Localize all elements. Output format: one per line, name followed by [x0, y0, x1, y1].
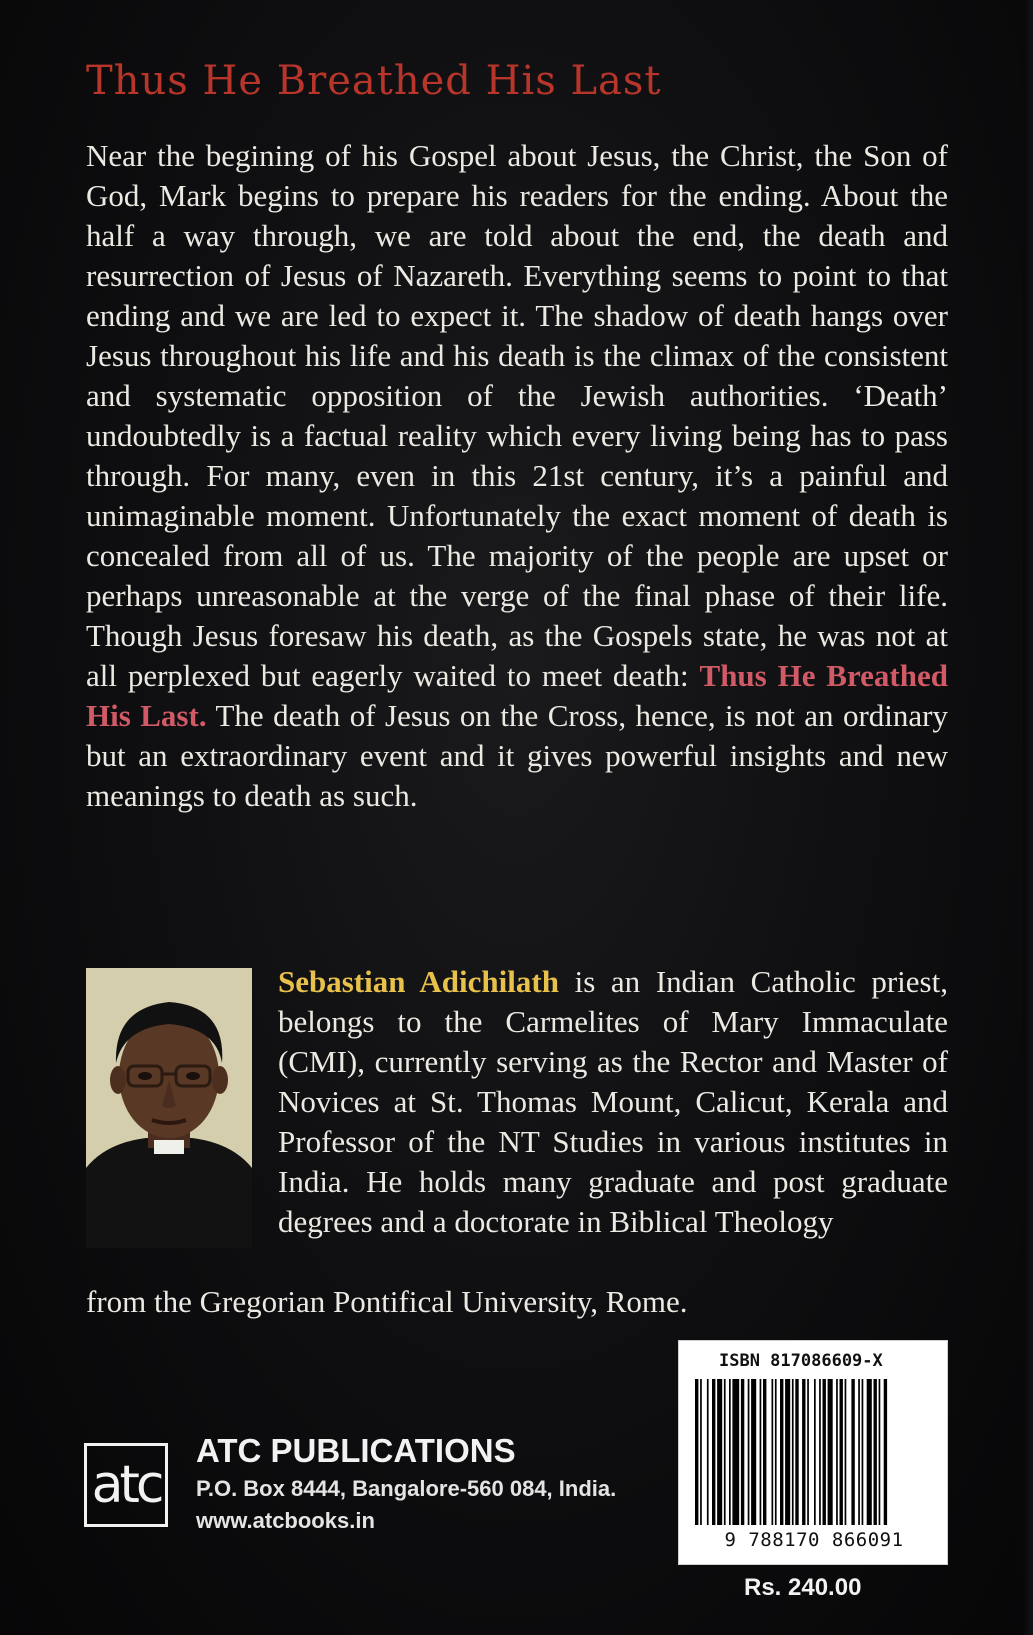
- publisher-logo: [84, 1443, 168, 1527]
- author-bio-last-line: from the Gregorian Pontifical University, Rome.: [86, 1284, 688, 1319]
- publisher-logo-text: atc: [91, 1455, 161, 1515]
- author-portrait-image: [86, 968, 252, 1248]
- author-bio-text: is an Indian Catholic priest, belongs to the Carmelites of Mary Immaculate (CMI), currently serving as the Rector and Master of Novices at St. Thomas Mount, Calicut, Kerala and Professor of the NT Studies in various institutes in India. He holds many graduate and post graduate degrees and a doctorate in Biblical Theology: [278, 964, 948, 1239]
- publisher-website: www.atcbooks.in: [196, 1508, 375, 1533]
- barcode-bars: [695, 1379, 933, 1525]
- author-photo: [86, 968, 252, 1248]
- author-name: Sebastian Adichilath: [278, 964, 559, 999]
- cover-edge: [1023, 0, 1033, 1635]
- blurb-text-part2: The death of Jesus on the Cross, hence, is not an ordinary but an extraordinary event and it gives powerful insights and new meanings to death as such.: [86, 698, 949, 813]
- barcode-digits: 9 788170 866091: [724, 1529, 904, 1551]
- book-blurb: [86, 136, 948, 816]
- blurb-text-part1: Near the begining of his Gospel about Jesus, the Christ, the Son of God, Mark begins to prepare his readers for the ending. About the half a way through, we are told about the end, the death and resurrection of Jesus of Nazareth. Everything seems to point to that ending and we are led to expect it. The shadow of death hangs over Jesus throughout his life and his death is the climax of the consistent and systematic opposition of the Jewish authorities. ‘Death’ undoubtedly is a factual reality which every living being has to pass through. For many, even in this 21st century, it’s a painful and unimaginable moment. Unfortunately the exact moment of death is concealed from all of us. The majority of the people are upset or perhaps unreasonable at the verge of the final phase of their life. Though Jesus foresaw his death, as the Gospels state, he was not at all perplexed but eagerly waited to meet death:: [86, 138, 948, 693]
- author-bio: [278, 962, 948, 1242]
- publisher-name: ATC PUBLICATIONS: [196, 1432, 516, 1469]
- publisher-address: P.O. Box 8444, Bangalore-560 084, India.: [196, 1476, 617, 1501]
- isbn-label: ISBN 817086609-X: [719, 1351, 883, 1371]
- barcode-box: [678, 1340, 948, 1565]
- blurb-title-highlight: Thus He Breathed His Last.: [86, 658, 948, 733]
- price-label: Rs. 240.00: [744, 1574, 862, 1601]
- book-title: Thus He Breathed His Last: [86, 58, 662, 104]
